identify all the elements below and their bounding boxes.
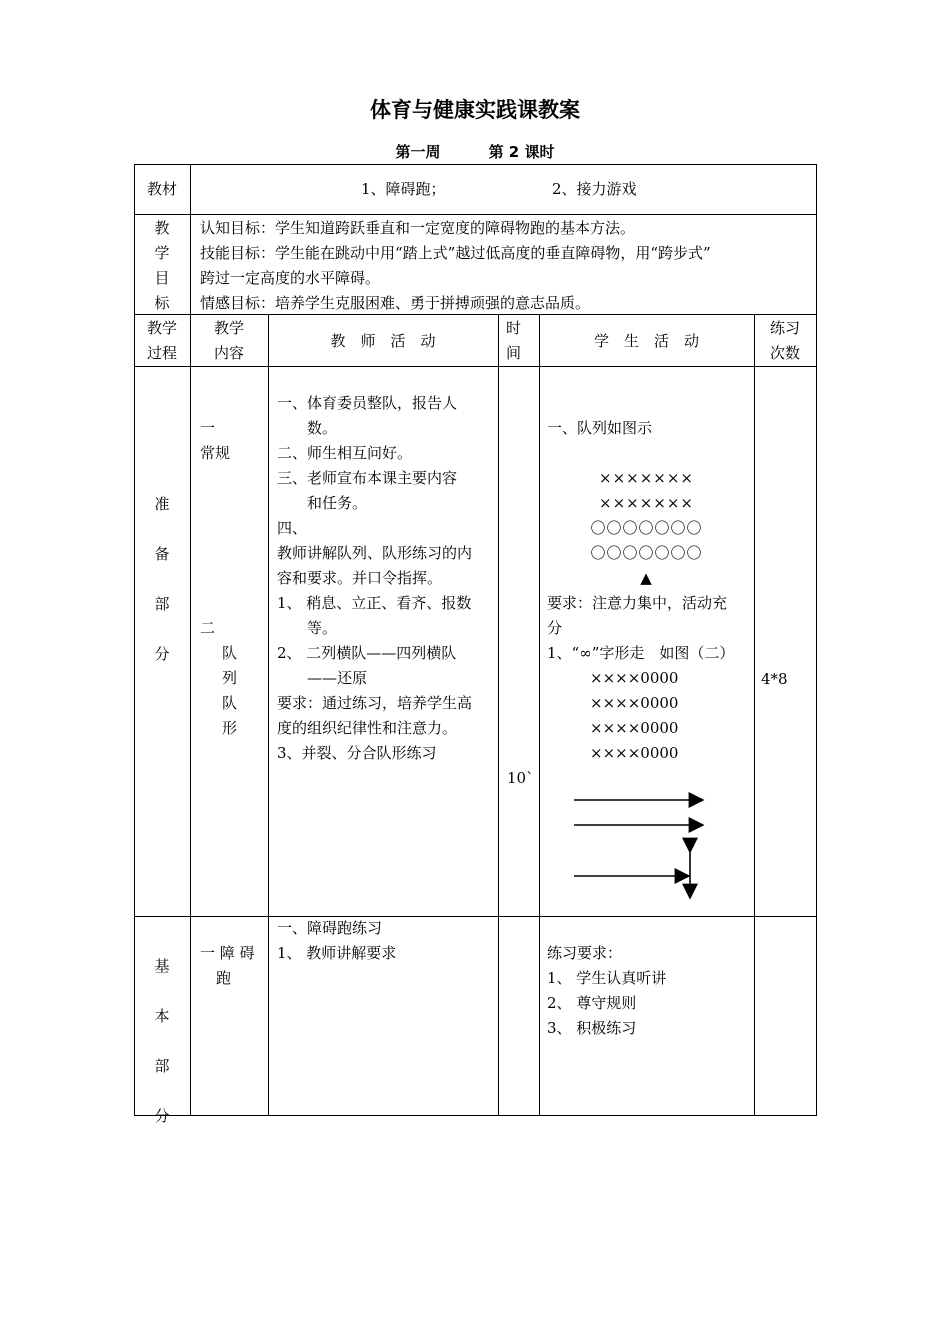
basic-teacher-activity: 一、障碍跑练习 1、 教师讲解要求 — [277, 919, 397, 962]
material-item-2: 2、接力游戏 — [552, 180, 637, 198]
emotion-goal: 情感目标：培养学生克服困难、勇于拼搏顽强的意志品质。 — [200, 294, 591, 312]
header-content: 教学 内容 — [213, 319, 244, 362]
formation-row: ××××0000 — [590, 719, 679, 737]
skill-goal-cont: 跨过一定高度的水平障碍。 — [200, 269, 381, 287]
lesson-label: 第 2 课时 — [488, 143, 555, 161]
basic-student-activity: 练习要求： 1、 学生认真听讲 2、 尊守规则 3、 积极练习 — [547, 944, 667, 1037]
formation-row: ××××××× — [599, 494, 694, 512]
formation-row: ××××××× — [599, 469, 694, 487]
prep-student-heading: 一、队列如图示 — [547, 419, 653, 437]
goals-label: 教 学 目 标 — [154, 219, 170, 312]
header-student-activity: 学 生 活 动 — [593, 332, 699, 350]
basic-content: 一 障 碍 跑 — [200, 944, 255, 987]
prep-reps: 4*8 — [761, 670, 788, 688]
prep-teacher-activity: 一、体育委员整队，报告人 数。 二、师生相互问好。 三、老师宣布本课主要内容 和任务。 四、 教师讲解队列、队形练习的内 容和要求。并口令指挥。 1、 稍息、立正、看齐、报数 等。 2、 二列横队——四列横队 ——还原 要求：通过练习，培养学生高 度的组织纪律性和注意力。 3、并裂、分合队形练习 — [277, 394, 473, 762]
header-time: 时 间 — [506, 319, 522, 362]
prep-content-formation: 二 队 列 队 形 — [200, 619, 238, 737]
figure-caption: 1、“∞”字形走 如图（二） — [547, 644, 735, 662]
formation-row: ××××0000 — [590, 744, 679, 762]
cognitive-goal: 认知目标：学生知道跨跃垂直和一定宽度的障碍物跑的基本方法。 — [200, 219, 636, 237]
skill-goal: 技能目标：学生能在跳动中用“踏上式”越过低高度的垂直障碍物，用“跨步式” — [200, 244, 711, 262]
formation-row: 〇〇〇〇〇〇〇 — [590, 544, 703, 562]
formation-row: 〇〇〇〇〇〇〇 — [590, 519, 703, 537]
basic-label: 基 本 部 分 — [154, 957, 170, 1125]
material-label: 教材 — [146, 180, 177, 198]
material-item-1: 1、障碍跑； — [361, 180, 446, 198]
prep-content-routine: 一 常规 — [200, 419, 231, 462]
header-reps: 练习 次数 — [769, 319, 800, 362]
week-label: 第一周 — [395, 143, 441, 161]
header-teacher-activity: 教 师 活 动 — [330, 332, 436, 350]
header-process: 教学 过程 — [146, 319, 177, 362]
teacher-marker-icon: ▲ — [640, 569, 653, 587]
page-title: 体育与健康实践课教案 — [370, 98, 580, 122]
formation-row: ××××0000 — [590, 694, 679, 712]
prep-time: 10` — [507, 769, 534, 787]
formation-row: ××××0000 — [590, 669, 679, 687]
prep-student-requirement: 要求：注意力集中，活动充 分 — [547, 594, 728, 637]
prep-label: 准 备 部 分 — [154, 495, 170, 663]
